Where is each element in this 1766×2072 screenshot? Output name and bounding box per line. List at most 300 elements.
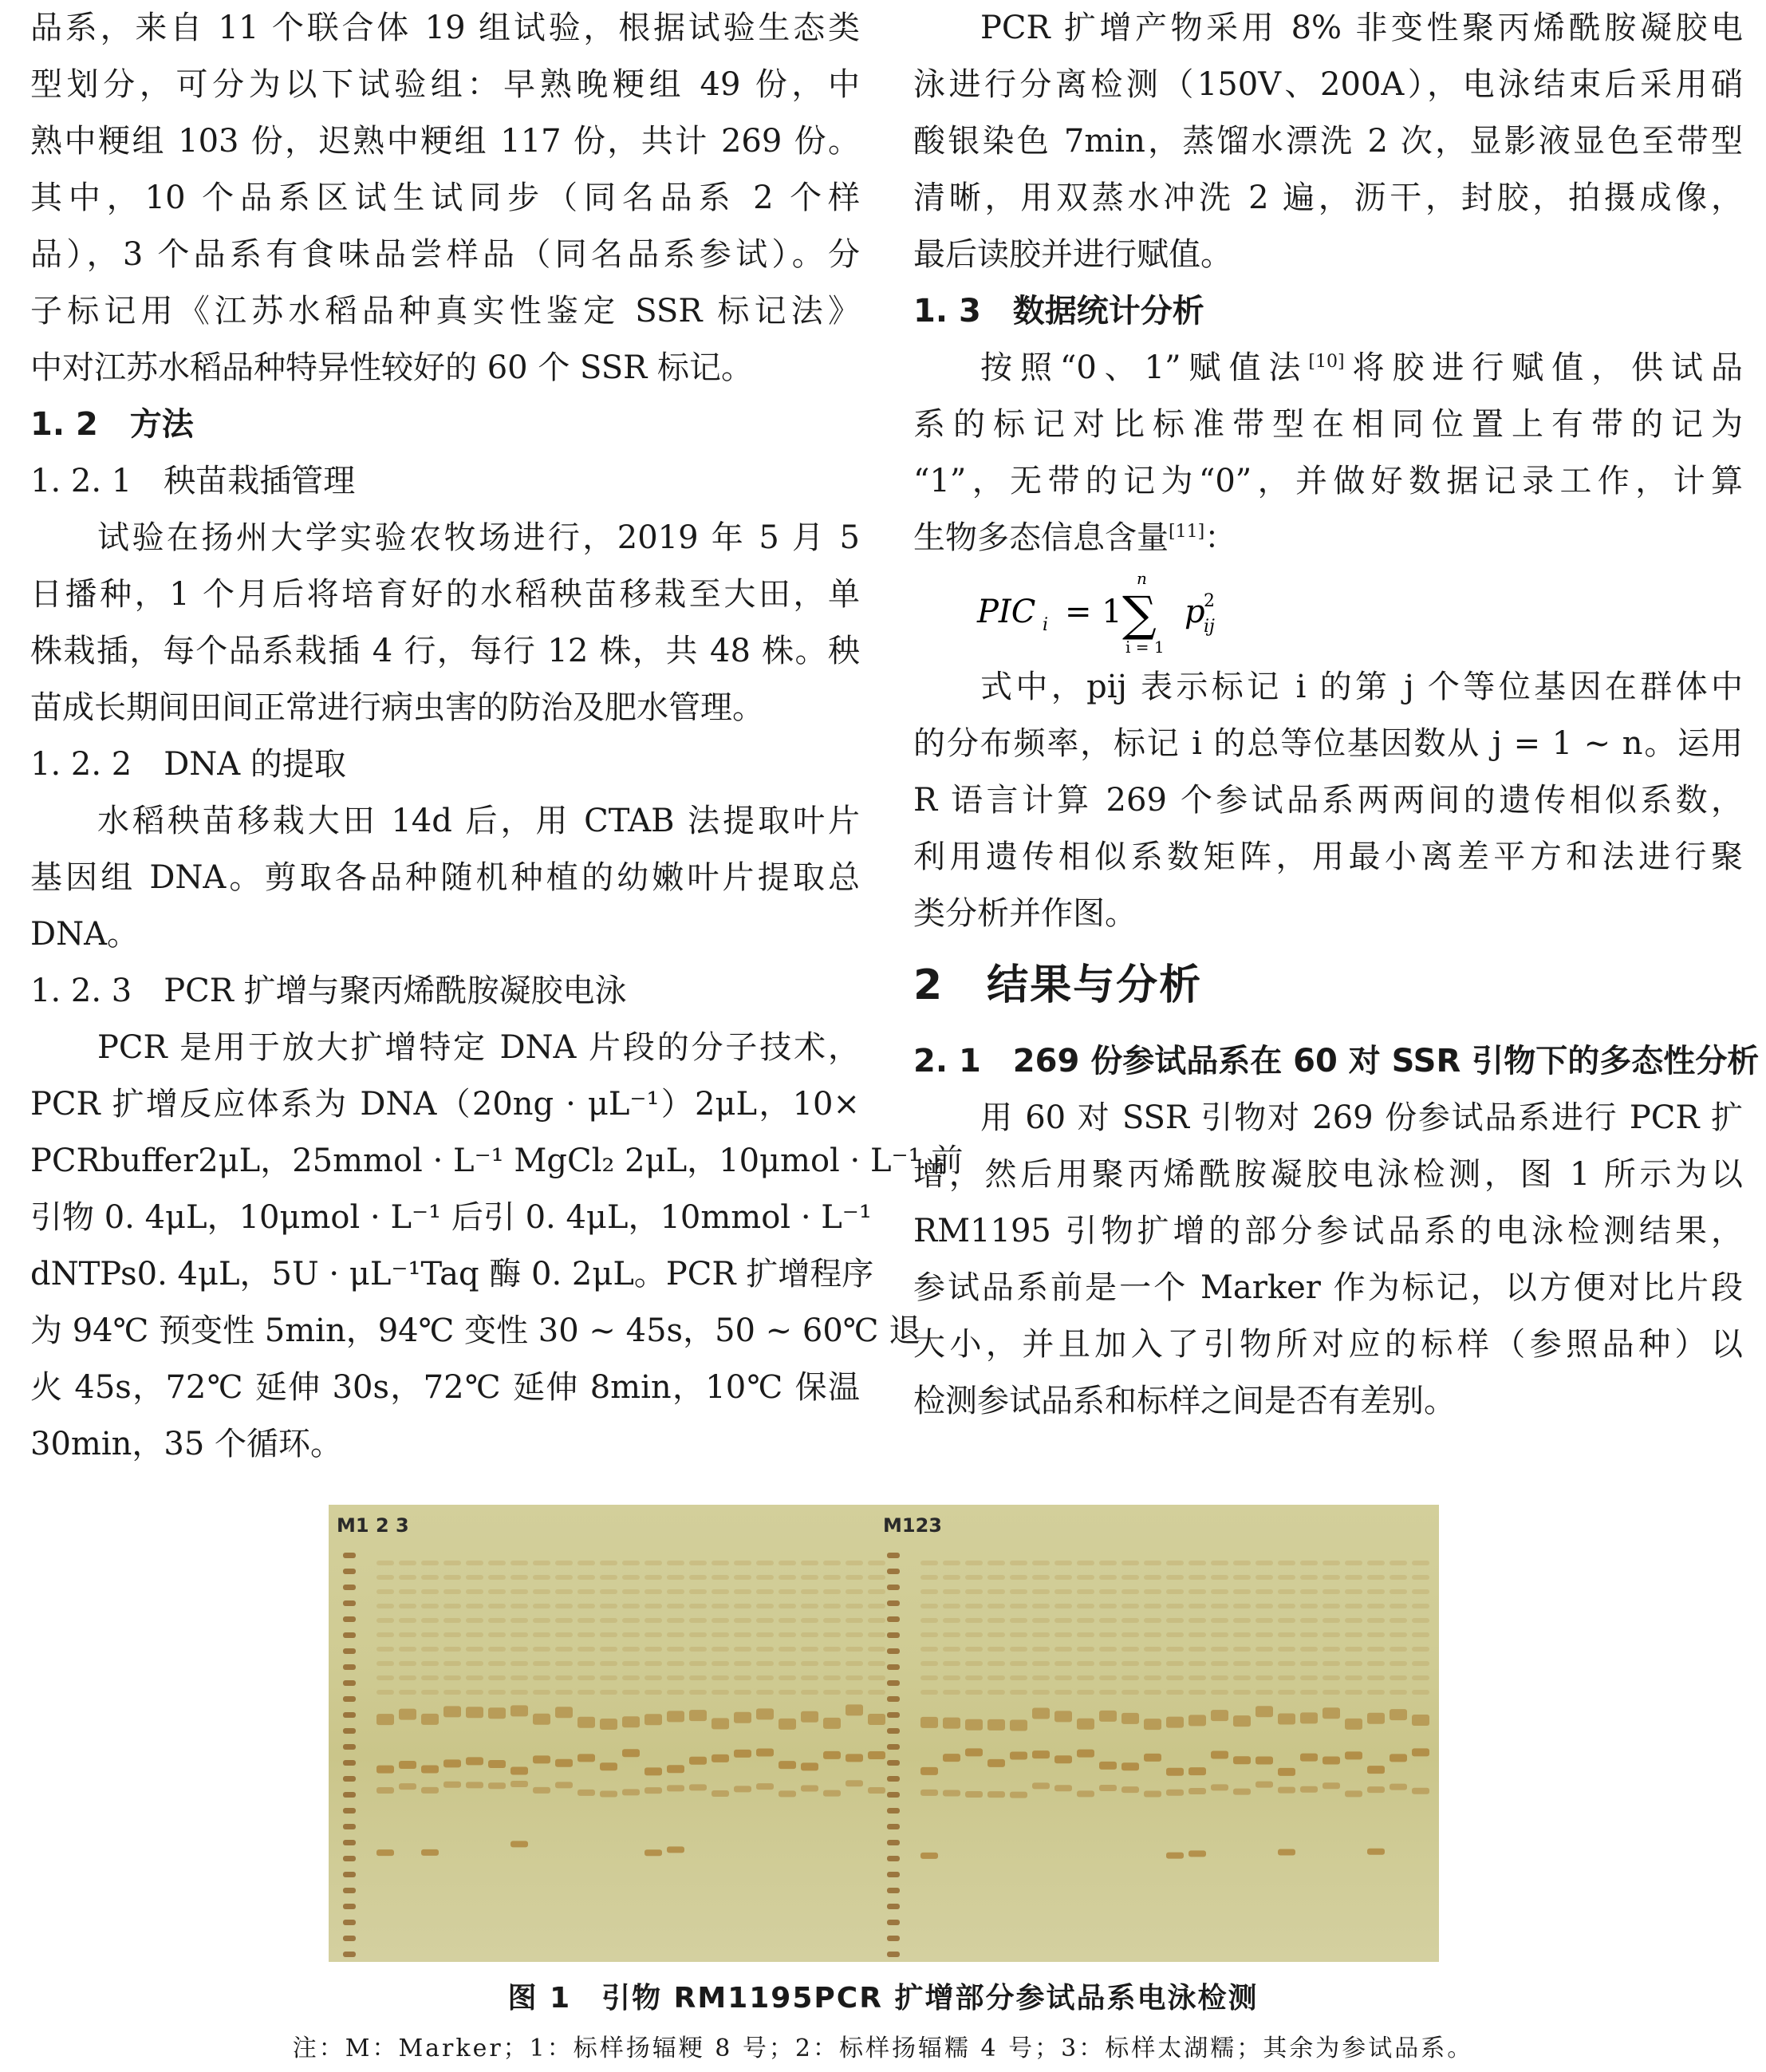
- faint-band: [1233, 1632, 1251, 1637]
- faint-band: [1278, 1618, 1295, 1623]
- section-heading: 2. 1 269 份参试品系在 60 对 SSR 引物下的多态性分析: [913, 1043, 1760, 1079]
- faint-band: [645, 1632, 662, 1637]
- faint-band: [622, 1675, 640, 1680]
- faint-band: [600, 1690, 617, 1695]
- faint-band: [577, 1647, 595, 1652]
- marker-ladder-band: [343, 1744, 356, 1750]
- faint-band: [667, 1647, 684, 1652]
- faint-band: [987, 1632, 1005, 1637]
- faint-band: [943, 1589, 960, 1594]
- faint-band: [779, 1604, 796, 1608]
- faint-band: [1211, 1632, 1228, 1637]
- faint-band: [1233, 1661, 1251, 1666]
- faint-band: [779, 1632, 796, 1637]
- faint-band: [1144, 1589, 1161, 1594]
- faint-band: [1121, 1604, 1139, 1608]
- faint-band: [555, 1604, 573, 1608]
- faint-band: [779, 1618, 796, 1623]
- faint-band: [1412, 1632, 1429, 1637]
- body-text-line: 清晰，用双蒸水冲洗 2 遍，沥干，封胶，拍摄成像，: [913, 180, 1743, 216]
- faint-band: [801, 1618, 818, 1623]
- faint-band: [533, 1632, 550, 1637]
- upper-band: [1390, 1709, 1407, 1720]
- lower-band: [1323, 1782, 1340, 1789]
- faint-band: [1032, 1661, 1050, 1666]
- gel-electrophoresis-image: [329, 1505, 1439, 1962]
- faint-band: [645, 1661, 662, 1666]
- faint-band: [1323, 1690, 1340, 1695]
- faint-band: [1300, 1589, 1318, 1594]
- faint-band: [421, 1575, 439, 1580]
- body-text-line: 的分布频率，标记 i 的总等位基因数从 j = 1 ~ n。运用: [913, 725, 1743, 762]
- faint-band: [443, 1589, 461, 1594]
- faint-band: [689, 1675, 707, 1680]
- faint-band: [399, 1589, 416, 1594]
- body-text-line: 系的标记对比标准带型在相同位置上有带的记为: [913, 406, 1743, 443]
- allele-band: [645, 1767, 662, 1775]
- faint-band: [600, 1675, 617, 1680]
- faint-band: [1189, 1690, 1206, 1695]
- faint-band: [533, 1647, 550, 1652]
- faint-band: [645, 1618, 662, 1623]
- faint-band: [734, 1575, 751, 1580]
- lower-band: [920, 1790, 938, 1796]
- faint-band: [1166, 1690, 1184, 1695]
- extra-band: [1367, 1849, 1385, 1855]
- faint-band: [399, 1690, 416, 1695]
- faint-band: [577, 1618, 595, 1623]
- faint-band: [1412, 1647, 1429, 1652]
- faint-band: [466, 1561, 483, 1565]
- lower-band: [965, 1791, 983, 1798]
- faint-band: [1077, 1561, 1094, 1565]
- paragraph-end-line: 30min，35 个循环。: [30, 1426, 342, 1462]
- faint-band: [645, 1690, 662, 1695]
- faint-band: [466, 1647, 483, 1652]
- faint-band: [1077, 1690, 1094, 1695]
- marker-ladder-band: [343, 1776, 356, 1782]
- upper-band: [689, 1710, 707, 1721]
- faint-band: [421, 1618, 439, 1623]
- faint-band: [712, 1589, 729, 1594]
- body-text-line: 株栽插，每个品系栽插 4 行，每行 12 株，共 48 株。秧: [30, 633, 860, 669]
- faint-band: [756, 1561, 774, 1565]
- marker-ladder-band: [343, 1888, 356, 1893]
- lower-band: [600, 1790, 617, 1797]
- faint-band: [801, 1604, 818, 1608]
- upper-band: [1032, 1708, 1050, 1719]
- faint-band: [1323, 1561, 1340, 1565]
- lower-band: [1233, 1789, 1251, 1795]
- faint-band: [1032, 1604, 1050, 1608]
- svg-text:i = 1: i = 1: [1125, 637, 1165, 657]
- faint-band: [846, 1575, 863, 1580]
- body-text-line: 泳进行分离检测（150V、200A），电泳结束后采用硝: [913, 66, 1743, 103]
- upper-band: [1077, 1719, 1094, 1730]
- faint-band: [600, 1561, 617, 1565]
- faint-band: [965, 1618, 983, 1623]
- faint-band: [823, 1589, 841, 1594]
- marker-ladder-band: [887, 1696, 900, 1702]
- faint-band: [1099, 1632, 1117, 1637]
- faint-band: [1300, 1647, 1318, 1652]
- extra-band: [510, 1841, 528, 1847]
- upper-band: [1166, 1717, 1184, 1728]
- faint-band: [920, 1675, 938, 1680]
- svg-text:= 1: = 1: [1065, 594, 1122, 630]
- faint-band: [533, 1604, 550, 1608]
- faint-band: [1278, 1675, 1295, 1680]
- faint-band: [376, 1589, 394, 1594]
- faint-band: [376, 1575, 394, 1580]
- lower-band: [555, 1782, 573, 1788]
- faint-band: [1300, 1561, 1318, 1565]
- body-text-line: “1”，无带的记为“0”，并做好数据记录工作，计算: [913, 463, 1743, 499]
- pic-formula: [913, 566, 1743, 659]
- paragraph-start-line: 式中，pij 表示标记 i 的第 j 个等位基因在群体中: [980, 669, 1743, 705]
- faint-band: [1211, 1661, 1228, 1666]
- faint-band: [1345, 1618, 1362, 1623]
- faint-band: [443, 1604, 461, 1608]
- faint-band: [421, 1690, 439, 1695]
- faint-band: [533, 1589, 550, 1594]
- faint-band: [987, 1647, 1005, 1652]
- faint-band: [756, 1575, 774, 1580]
- faint-band: [443, 1690, 461, 1695]
- faint-band: [1323, 1632, 1340, 1637]
- faint-band: [1189, 1675, 1206, 1680]
- faint-band: [801, 1675, 818, 1680]
- upper-band: [823, 1718, 841, 1729]
- allele-band: [577, 1754, 595, 1762]
- faint-band: [689, 1575, 707, 1580]
- marker-ladder-band: [887, 1664, 900, 1670]
- marker-ladder-band: [887, 1952, 900, 1957]
- marker-ladder-band: [887, 1888, 900, 1893]
- marker-ladder-band: [343, 1585, 356, 1590]
- allele-band: [1390, 1754, 1407, 1762]
- faint-band: [1412, 1690, 1429, 1695]
- faint-band: [1345, 1632, 1362, 1637]
- faint-band: [376, 1647, 394, 1652]
- marker-ladder-band: [887, 1585, 900, 1590]
- extra-band: [645, 1849, 662, 1856]
- faint-band: [376, 1632, 394, 1637]
- faint-band: [1144, 1618, 1161, 1623]
- faint-band: [1077, 1604, 1094, 1608]
- faint-band: [399, 1575, 416, 1580]
- faint-band: [1278, 1690, 1295, 1695]
- faint-band: [689, 1661, 707, 1666]
- allele-band: [1077, 1750, 1094, 1758]
- upper-band: [443, 1706, 461, 1717]
- marker-ladder-band: [343, 1696, 356, 1702]
- marker-ladder-band: [343, 1712, 356, 1718]
- faint-band: [756, 1589, 774, 1594]
- faint-band: [734, 1632, 751, 1637]
- faint-band: [756, 1604, 774, 1608]
- lower-band: [645, 1787, 662, 1794]
- faint-band: [1144, 1604, 1161, 1608]
- upper-band: [421, 1714, 439, 1725]
- marker-ladder-band: [887, 1808, 900, 1813]
- lower-band: [1345, 1790, 1362, 1797]
- upper-band: [920, 1717, 938, 1728]
- paragraph-end-line: 苗成长期间田间正常进行病虫害的防治及肥水管理。: [30, 689, 764, 726]
- faint-band: [689, 1589, 707, 1594]
- allele-band: [779, 1761, 796, 1769]
- upper-band: [1099, 1711, 1117, 1722]
- faint-band: [421, 1661, 439, 1666]
- upper-band: [712, 1718, 729, 1729]
- figure-note: 注：M：Marker；1：标样扬辐粳 8 号；2：标样扬辐糯 4 号；3：标样太湖糯；其余为参试品系。: [292, 2035, 1474, 2062]
- marker-ladder-band: [887, 1569, 900, 1574]
- upper-band: [1412, 1715, 1429, 1726]
- faint-band: [823, 1690, 841, 1695]
- allele-band: [965, 1748, 983, 1756]
- faint-band: [399, 1604, 416, 1608]
- faint-band: [1121, 1661, 1139, 1666]
- faint-band: [801, 1561, 818, 1565]
- marker-ladder-band: [887, 1760, 900, 1766]
- faint-band: [510, 1647, 528, 1652]
- faint-band: [577, 1675, 595, 1680]
- faint-band: [1032, 1632, 1050, 1637]
- marker-ladder-band: [887, 1632, 900, 1638]
- faint-band: [943, 1661, 960, 1666]
- marker-ladder-band: [887, 1824, 900, 1829]
- faint-band: [712, 1647, 729, 1652]
- faint-band: [1367, 1561, 1385, 1565]
- marker-ladder-band: [343, 1680, 356, 1686]
- extra-band: [1189, 1850, 1206, 1857]
- lower-band: [1189, 1788, 1206, 1794]
- faint-band: [466, 1604, 483, 1608]
- faint-band: [510, 1675, 528, 1680]
- faint-band: [622, 1589, 640, 1594]
- faint-band: [1054, 1618, 1072, 1623]
- body-text-line: 子标记用《江苏水稻品种真实性鉴定 SSR 标记法》: [30, 293, 860, 330]
- extra-band: [421, 1849, 439, 1856]
- marker-ladder-band: [887, 1600, 900, 1606]
- faint-band: [466, 1675, 483, 1680]
- faint-band: [1345, 1575, 1362, 1580]
- faint-band: [823, 1675, 841, 1680]
- faint-band: [756, 1661, 774, 1666]
- faint-band: [943, 1632, 960, 1637]
- faint-band: [846, 1675, 863, 1680]
- faint-band: [1256, 1675, 1273, 1680]
- marker-ladder-band: [343, 1936, 356, 1941]
- faint-band: [1144, 1647, 1161, 1652]
- faint-band: [943, 1675, 960, 1680]
- faint-band: [1211, 1604, 1228, 1608]
- faint-band: [1390, 1589, 1407, 1594]
- lower-band: [1256, 1782, 1273, 1788]
- faint-band: [510, 1561, 528, 1565]
- faint-band: [1121, 1632, 1139, 1637]
- lower-band: [533, 1787, 550, 1794]
- faint-band: [376, 1690, 394, 1695]
- marker-ladder-band: [887, 1648, 900, 1654]
- marker-ladder-band: [887, 1840, 900, 1845]
- faint-band: [756, 1632, 774, 1637]
- faint-band: [555, 1632, 573, 1637]
- faint-band: [1099, 1647, 1117, 1652]
- upper-band: [868, 1714, 885, 1725]
- faint-band: [1121, 1690, 1139, 1695]
- faint-band: [1412, 1661, 1429, 1666]
- faint-band: [1211, 1675, 1228, 1680]
- faint-band: [868, 1561, 885, 1565]
- faint-band: [1367, 1675, 1385, 1680]
- faint-band: [1233, 1575, 1251, 1580]
- upper-band: [1054, 1711, 1072, 1722]
- upper-band: [488, 1707, 506, 1719]
- allele-band: [555, 1759, 573, 1767]
- faint-band: [1278, 1589, 1295, 1594]
- allele-band: [689, 1757, 707, 1765]
- body-text-line: 基因组 DNA。剪取各品种随机种植的幼嫩叶片提取总: [30, 859, 860, 896]
- faint-band: [1054, 1575, 1072, 1580]
- faint-band: [734, 1589, 751, 1594]
- faint-band: [1367, 1575, 1385, 1580]
- faint-band: [1233, 1618, 1251, 1623]
- faint-band: [689, 1618, 707, 1623]
- marker-ladder-band: [343, 1904, 356, 1909]
- faint-band: [823, 1661, 841, 1666]
- faint-band: [1144, 1561, 1161, 1565]
- faint-band: [1390, 1561, 1407, 1565]
- marker-ladder-band: [887, 1872, 900, 1877]
- faint-band: [488, 1690, 506, 1695]
- lower-band: [1390, 1784, 1407, 1790]
- faint-band: [734, 1675, 751, 1680]
- faint-band: [622, 1561, 640, 1565]
- faint-band: [577, 1690, 595, 1695]
- faint-band: [734, 1690, 751, 1695]
- faint-band: [466, 1589, 483, 1594]
- faint-band: [1412, 1675, 1429, 1680]
- body-text-line: PCRbuffer2μL，25mmol · L⁻¹ MgCl₂ 2μL，10μmol · L⁻¹ 前: [30, 1143, 964, 1179]
- body-text-line: 利用遗传相似系数矩阵，用最小离差平方和法进行聚: [913, 839, 1743, 875]
- lower-band: [399, 1783, 416, 1790]
- body-text-line: 品），3 个品系有食味品尝样品（同名品系参试）。分: [30, 236, 860, 273]
- faint-band: [868, 1661, 885, 1666]
- faint-band: [734, 1618, 751, 1623]
- faint-band: [1099, 1561, 1117, 1565]
- faint-band: [1345, 1661, 1362, 1666]
- faint-band: [846, 1661, 863, 1666]
- faint-band: [488, 1675, 506, 1680]
- allele-band: [488, 1760, 506, 1768]
- faint-band: [667, 1632, 684, 1637]
- faint-band: [920, 1589, 938, 1594]
- allele-band: [987, 1759, 1005, 1767]
- faint-band: [801, 1661, 818, 1666]
- faint-band: [443, 1618, 461, 1623]
- lower-band: [779, 1790, 796, 1797]
- faint-band: [1099, 1690, 1117, 1695]
- faint-band: [1390, 1604, 1407, 1608]
- upper-band: [376, 1714, 394, 1725]
- marker-ladder-band: [887, 1553, 900, 1558]
- body-text-line: 其中，10 个品系区试生试同步（同名品系 2 个样: [30, 180, 860, 216]
- faint-band: [1233, 1589, 1251, 1594]
- faint-band: [1077, 1675, 1094, 1680]
- faint-band: [943, 1604, 960, 1608]
- faint-band: [987, 1618, 1005, 1623]
- paragraph-start-line: 试验在扬州大学实验农牧场进行，2019 年 5 月 5: [97, 519, 860, 556]
- allele-band: [1367, 1766, 1385, 1774]
- faint-band: [622, 1575, 640, 1580]
- faint-band: [1412, 1618, 1429, 1623]
- faint-band: [533, 1561, 550, 1565]
- faint-band: [1189, 1575, 1206, 1580]
- paragraph-start-line: 用 60 对 SSR 引物对 269 份参试品系进行 PCR 扩: [980, 1099, 1743, 1136]
- faint-band: [734, 1561, 751, 1565]
- faint-band: [1367, 1647, 1385, 1652]
- faint-band: [1054, 1632, 1072, 1637]
- extra-band: [1278, 1849, 1295, 1855]
- faint-band: [868, 1675, 885, 1680]
- faint-band: [712, 1675, 729, 1680]
- faint-band: [421, 1589, 439, 1594]
- faint-band: [1256, 1575, 1273, 1580]
- faint-band: [1345, 1675, 1362, 1680]
- faint-band: [920, 1647, 938, 1652]
- body-text-line: 引物 0. 4μL，10μmol · L⁻¹ 后引 0. 4μL，10mmol · L⁻¹: [30, 1199, 872, 1236]
- faint-band: [868, 1589, 885, 1594]
- faint-band: [801, 1575, 818, 1580]
- faint-band: [1345, 1690, 1362, 1695]
- faint-band: [846, 1604, 863, 1608]
- faint-band: [779, 1647, 796, 1652]
- allele-band: [801, 1762, 818, 1770]
- paragraph-end-line: 类分析并作图。: [913, 895, 1137, 932]
- faint-band: [712, 1561, 729, 1565]
- faint-band: [1032, 1618, 1050, 1623]
- marker-ladder-band: [343, 1856, 356, 1861]
- faint-band: [779, 1675, 796, 1680]
- body-text-line: 酸银染色 7min，蒸馏水漂洗 2 次，显影液显色至带型: [913, 123, 1743, 160]
- faint-band: [1144, 1661, 1161, 1666]
- marker-ladder-band: [343, 1952, 356, 1957]
- faint-band: [600, 1589, 617, 1594]
- lower-band: [577, 1790, 595, 1796]
- faint-band: [943, 1561, 960, 1565]
- marker-ladder-band: [887, 1936, 900, 1941]
- upper-band: [846, 1704, 863, 1715]
- marker-ladder-band: [343, 1824, 356, 1829]
- allele-band: [1233, 1756, 1251, 1764]
- svg-text:∑: ∑: [1122, 586, 1157, 642]
- upper-band: [1233, 1715, 1251, 1727]
- marker-ladder-band: [343, 1648, 356, 1654]
- allele-band: [1121, 1762, 1139, 1770]
- faint-band: [533, 1690, 550, 1695]
- faint-band: [779, 1661, 796, 1666]
- lower-band: [1121, 1786, 1139, 1793]
- allele-band: [376, 1766, 394, 1774]
- faint-band: [488, 1604, 506, 1608]
- faint-band: [1412, 1575, 1429, 1580]
- faint-band: [1412, 1604, 1429, 1608]
- allele-band: [712, 1754, 729, 1762]
- faint-band: [920, 1561, 938, 1565]
- paragraph-end-line: 最后读胶并进行赋值。: [913, 236, 1232, 273]
- faint-band: [376, 1604, 394, 1608]
